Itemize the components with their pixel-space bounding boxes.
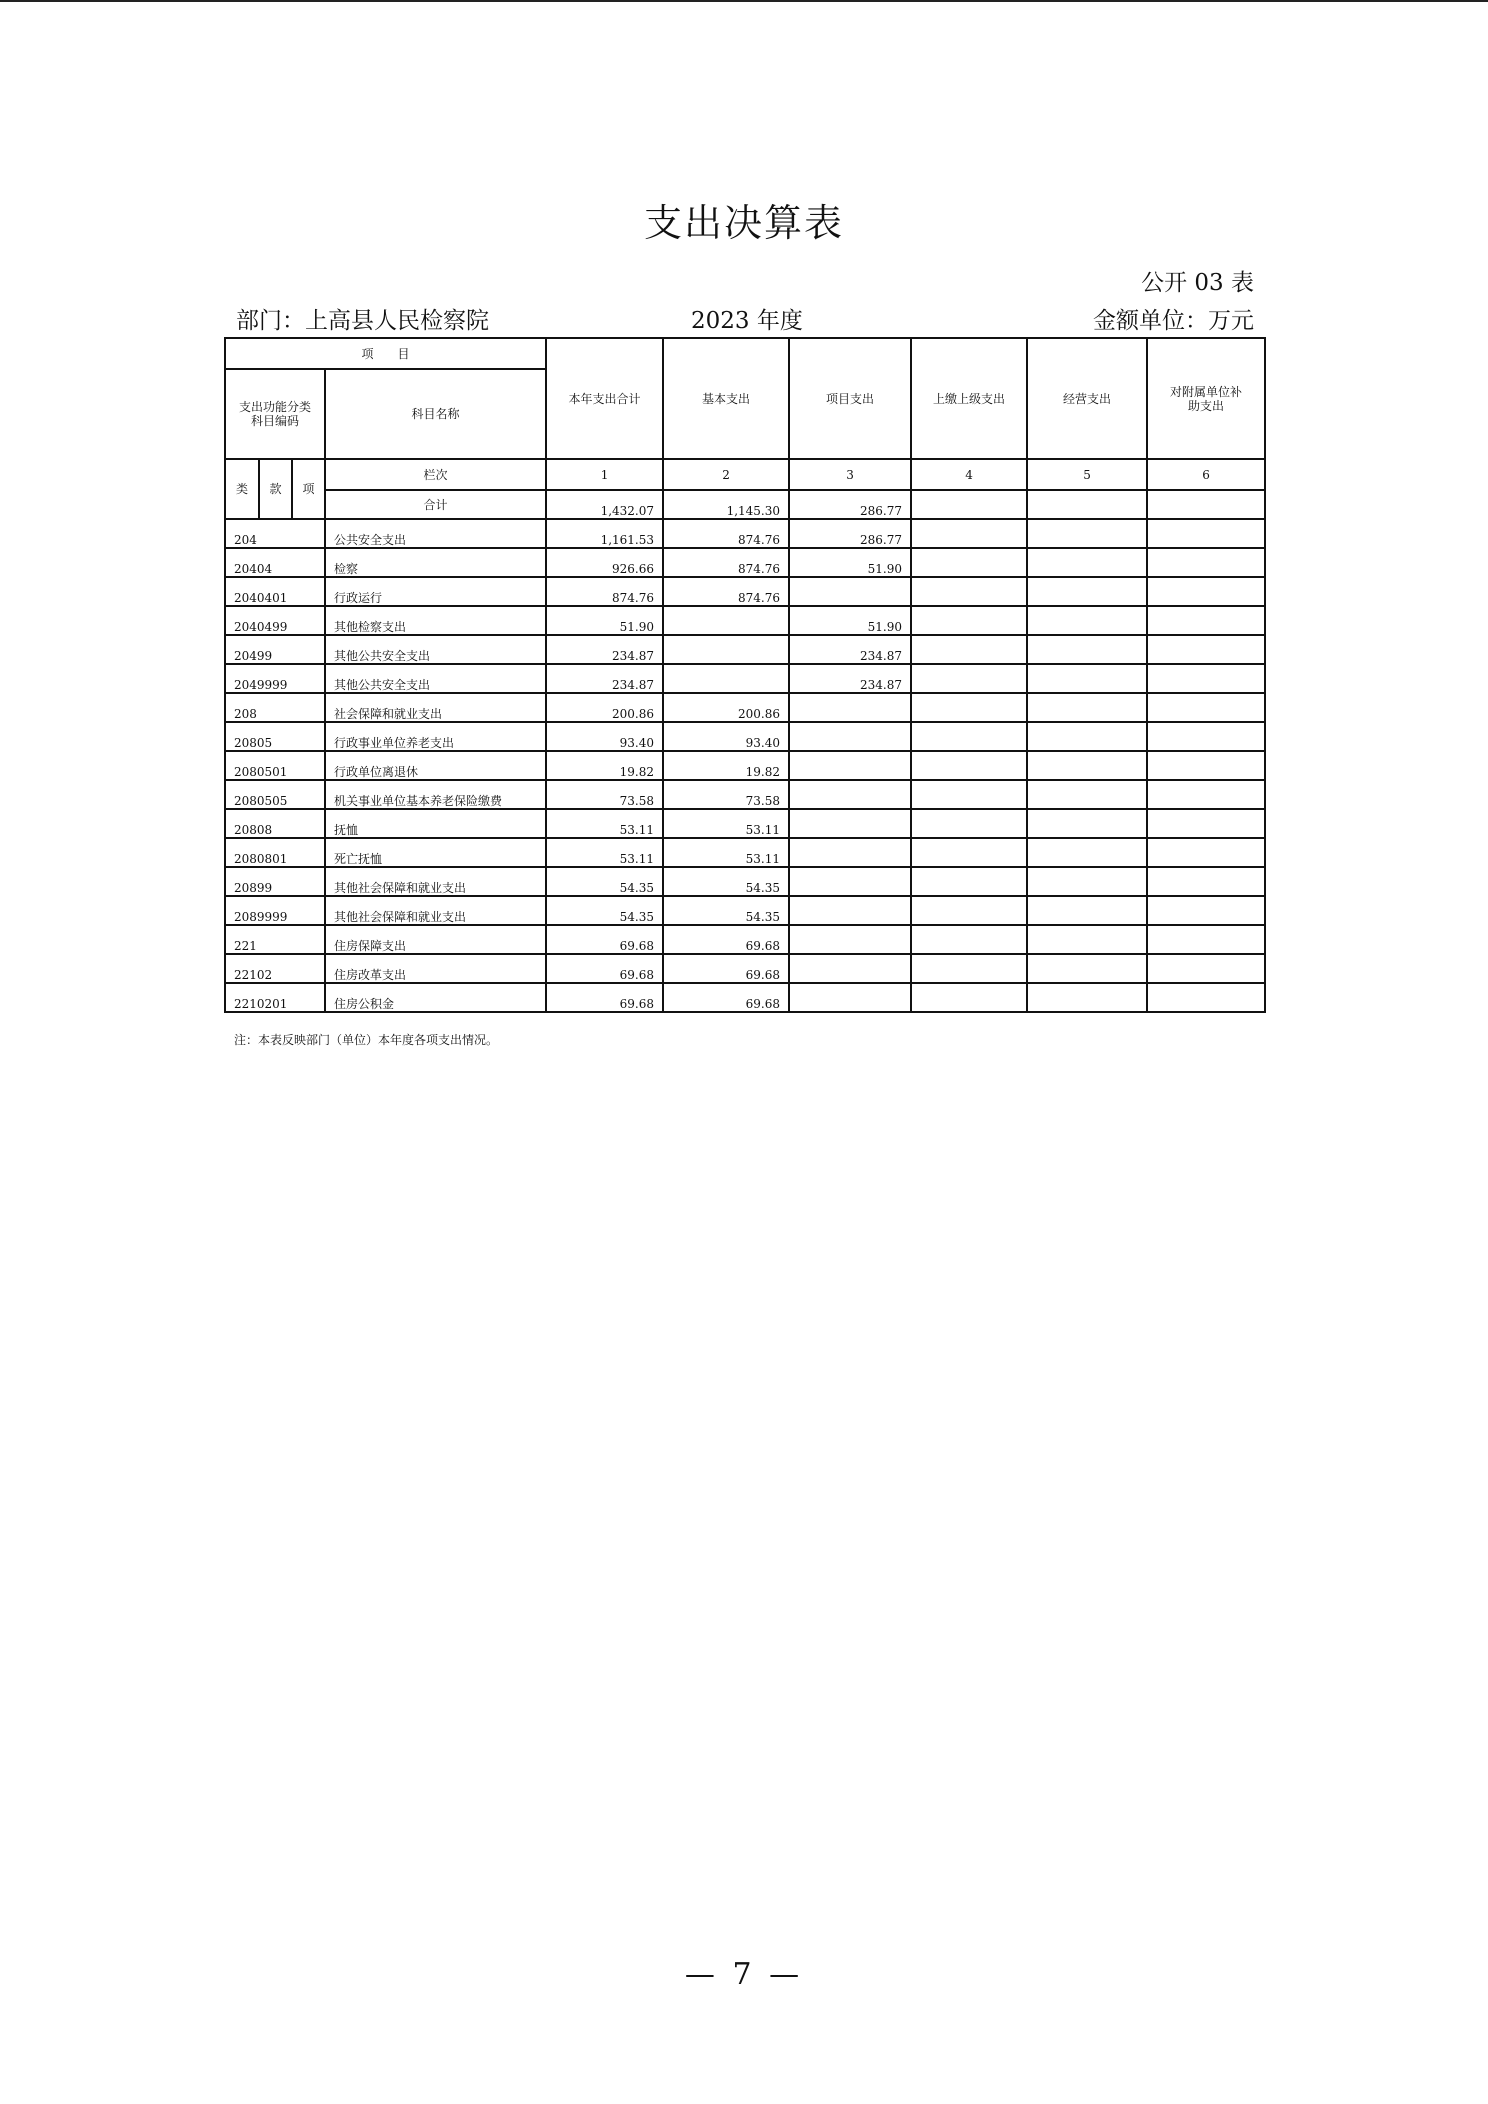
row-operating <box>1027 577 1147 606</box>
row-remit <box>911 867 1027 896</box>
row-subject-name: 其他社会保障和就业支出 <box>325 867 546 896</box>
total-operating <box>1027 490 1147 519</box>
table-row <box>225 983 1265 1012</box>
row-project: 234.87 <box>789 664 911 693</box>
table-note: 注：本表反映部门（单位）本年度各项支出情况。 <box>234 1033 499 1047</box>
table-row <box>225 548 1265 577</box>
row-project <box>789 925 911 954</box>
row-subsidy <box>1147 809 1265 838</box>
subject-name-header: 科目名称 <box>325 369 546 459</box>
func-code-header <box>225 369 325 459</box>
table-row <box>225 925 1265 954</box>
row-operating <box>1027 548 1147 577</box>
row-total: 53.11 <box>546 838 663 867</box>
row-operating <box>1027 693 1147 722</box>
row-operating <box>1027 519 1147 548</box>
table-row <box>225 635 1265 664</box>
row-basic: 54.35 <box>663 896 789 925</box>
row-project <box>789 983 911 1012</box>
table-row <box>225 954 1265 983</box>
table-row <box>225 867 1265 896</box>
row-code: 2089999 <box>225 896 325 925</box>
row-remit <box>911 606 1027 635</box>
row-operating <box>1027 606 1147 635</box>
row-remit <box>911 722 1027 751</box>
row-total: 93.40 <box>546 722 663 751</box>
row-code: 20404 <box>225 548 325 577</box>
row-total: 51.90 <box>546 606 663 635</box>
row-basic: 54.35 <box>663 867 789 896</box>
row-basic: 93.40 <box>663 722 789 751</box>
row-total: 234.87 <box>546 635 663 664</box>
row-subsidy <box>1147 896 1265 925</box>
row-basic: 69.68 <box>663 983 789 1012</box>
row-total: 19.82 <box>546 751 663 780</box>
row-basic: 874.76 <box>663 519 789 548</box>
row-remit <box>911 635 1027 664</box>
row-subsidy <box>1147 606 1265 635</box>
row-subject-name: 住房改革支出 <box>325 954 546 983</box>
row-operating <box>1027 896 1147 925</box>
department-label: 部门：上高县人民检察院 <box>236 308 489 334</box>
row-operating <box>1027 867 1147 896</box>
func-code-line2: 科目编码 <box>250 414 299 428</box>
row-subject-name: 行政运行 <box>325 577 546 606</box>
row-basic: 69.68 <box>663 954 789 983</box>
row-operating <box>1027 809 1147 838</box>
row-subject-name: 行政单位离退休 <box>325 751 546 780</box>
row-basic: 69.68 <box>663 925 789 954</box>
table-row <box>225 780 1265 809</box>
row-subject-name: 其他检察支出 <box>325 606 546 635</box>
row-basic: 200.86 <box>663 693 789 722</box>
row-total: 234.87 <box>546 664 663 693</box>
row-code: 2210201 <box>225 983 325 1012</box>
table-row <box>225 751 1265 780</box>
lei-header: 类 <box>225 459 259 519</box>
kuan-header: 款 <box>259 459 292 519</box>
row-subject-name: 机关事业单位基本养老保险缴费 <box>325 780 546 809</box>
row-total: 69.68 <box>546 983 663 1012</box>
total-row <box>225 490 1265 519</box>
page-title: 支出决算表 <box>643 201 844 245</box>
row-subject-name: 住房公积金 <box>325 983 546 1012</box>
row-operating <box>1027 838 1147 867</box>
row-code: 20899 <box>225 867 325 896</box>
row-subject-name: 公共安全支出 <box>325 519 546 548</box>
row-remit <box>911 809 1027 838</box>
row-subject-name: 其他公共安全支出 <box>325 635 546 664</box>
row-code: 2040499 <box>225 606 325 635</box>
row-subsidy <box>1147 751 1265 780</box>
table-row <box>225 519 1265 548</box>
row-project <box>789 780 911 809</box>
row-remit <box>911 838 1027 867</box>
row-subject-name: 检察 <box>325 548 546 577</box>
row-subject-name: 行政事业单位养老支出 <box>325 722 546 751</box>
row-project <box>789 751 911 780</box>
row-code: 2080801 <box>225 838 325 867</box>
row-code: 208 <box>225 693 325 722</box>
col-number: 6 <box>1147 459 1265 490</box>
row-total: 54.35 <box>546 867 663 896</box>
row-project <box>789 577 911 606</box>
col-header-basic: 基本支出 <box>663 338 789 459</box>
row-operating <box>1027 780 1147 809</box>
row-code: 221 <box>225 925 325 954</box>
row-remit <box>911 780 1027 809</box>
row-subsidy <box>1147 635 1265 664</box>
row-operating <box>1027 983 1147 1012</box>
row-code: 20499 <box>225 635 325 664</box>
row-code: 2080505 <box>225 780 325 809</box>
row-basic: 53.11 <box>663 809 789 838</box>
row-operating <box>1027 722 1147 751</box>
row-subsidy <box>1147 954 1265 983</box>
row-total: 69.68 <box>546 954 663 983</box>
page-number: — 7 — <box>684 1957 804 1992</box>
row-project <box>789 693 911 722</box>
row-remit <box>911 896 1027 925</box>
col-header-subsidy-line1: 对附属单位补 <box>1170 384 1243 399</box>
row-remit <box>911 983 1027 1012</box>
row-code: 22102 <box>225 954 325 983</box>
form-number: 公开 03 表 <box>1141 270 1254 296</box>
row-code: 2080501 <box>225 751 325 780</box>
row-project: 286.77 <box>789 519 911 548</box>
row-project <box>789 838 911 867</box>
row-basic: 874.76 <box>663 577 789 606</box>
row-total: 200.86 <box>546 693 663 722</box>
table-row <box>225 722 1265 751</box>
row-subsidy <box>1147 867 1265 896</box>
row-basic <box>663 664 789 693</box>
row-operating <box>1027 954 1147 983</box>
header-row-1 <box>225 338 1265 369</box>
row-total: 874.76 <box>546 577 663 606</box>
row-basic <box>663 606 789 635</box>
table-row <box>225 896 1265 925</box>
row-subject-name: 其他公共安全支出 <box>325 664 546 693</box>
row-subsidy <box>1147 722 1265 751</box>
row-operating <box>1027 925 1147 954</box>
row-project: 51.90 <box>789 606 911 635</box>
table-row <box>225 664 1265 693</box>
table-row <box>225 606 1265 635</box>
lanci-label: 栏次 <box>325 459 546 490</box>
row-basic: 874.76 <box>663 548 789 577</box>
col-number: 4 <box>911 459 1027 490</box>
row-basic: 73.58 <box>663 780 789 809</box>
row-remit <box>911 925 1027 954</box>
header-row-3 <box>225 459 1265 490</box>
row-total: 73.58 <box>546 780 663 809</box>
row-basic <box>663 635 789 664</box>
project-header: 项 目 <box>225 338 546 369</box>
row-subject-name: 其他社会保障和就业支出 <box>325 896 546 925</box>
total-project: 286.77 <box>789 490 911 519</box>
xiang-header: 项 <box>292 459 325 519</box>
row-total: 926.66 <box>546 548 663 577</box>
row-remit <box>911 954 1027 983</box>
col-header-remit: 上缴上级支出 <box>911 338 1027 459</box>
col-number: 3 <box>789 459 911 490</box>
row-code: 204 <box>225 519 325 548</box>
row-subsidy <box>1147 693 1265 722</box>
row-code: 2049999 <box>225 664 325 693</box>
row-total: 1,161.53 <box>546 519 663 548</box>
row-basic: 53.11 <box>663 838 789 867</box>
table-row <box>225 809 1265 838</box>
row-project <box>789 722 911 751</box>
row-code: 2040401 <box>225 577 325 606</box>
row-project <box>789 809 911 838</box>
table-row <box>225 693 1265 722</box>
col-header-project: 项目支出 <box>789 338 911 459</box>
row-remit <box>911 548 1027 577</box>
row-code: 20808 <box>225 809 325 838</box>
row-operating <box>1027 664 1147 693</box>
col-header-total: 本年支出合计 <box>546 338 663 459</box>
row-project <box>789 954 911 983</box>
row-operating <box>1027 635 1147 664</box>
row-project: 234.87 <box>789 635 911 664</box>
row-subsidy <box>1147 838 1265 867</box>
table-row <box>225 838 1265 867</box>
row-subsidy <box>1147 577 1265 606</box>
total-remit <box>911 490 1027 519</box>
row-subsidy <box>1147 780 1265 809</box>
col-header-subsidy-line2: 助支出 <box>1188 398 1225 413</box>
total-basic: 1,145.30 <box>663 490 789 519</box>
col-header-operating: 经营支出 <box>1027 338 1147 459</box>
col-header-subsidy <box>1147 338 1265 459</box>
row-total: 54.35 <box>546 896 663 925</box>
expenditure-table <box>224 337 1266 1013</box>
row-remit <box>911 693 1027 722</box>
row-total: 69.68 <box>546 925 663 954</box>
row-remit <box>911 577 1027 606</box>
row-remit <box>911 664 1027 693</box>
row-subject-name: 抚恤 <box>325 809 546 838</box>
col-number: 1 <box>546 459 663 490</box>
row-subsidy <box>1147 925 1265 954</box>
row-subsidy <box>1147 519 1265 548</box>
page-top-border <box>0 0 1488 2</box>
report-meta <box>236 302 1254 334</box>
row-remit <box>911 519 1027 548</box>
table-row <box>225 577 1265 606</box>
total-label: 合计 <box>325 490 546 519</box>
total-amount: 1,432.07 <box>546 490 663 519</box>
row-project: 51.90 <box>789 548 911 577</box>
row-subsidy <box>1147 664 1265 693</box>
row-project <box>789 896 911 925</box>
col-number: 2 <box>663 459 789 490</box>
row-operating <box>1027 751 1147 780</box>
func-code-line1: 支出功能分类 <box>238 400 311 414</box>
row-basic: 19.82 <box>663 751 789 780</box>
total-subsidy <box>1147 490 1265 519</box>
row-remit <box>911 751 1027 780</box>
row-subsidy <box>1147 548 1265 577</box>
row-total: 53.11 <box>546 809 663 838</box>
amount-unit: 金额单位：万元 <box>1093 308 1254 334</box>
row-subject-name: 社会保障和就业支出 <box>325 693 546 722</box>
row-subject-name: 死亡抚恤 <box>325 838 546 867</box>
fiscal-year: 2023 年度 <box>691 308 803 334</box>
col-number: 5 <box>1027 459 1147 490</box>
row-project <box>789 867 911 896</box>
row-code: 20805 <box>225 722 325 751</box>
row-subsidy <box>1147 983 1265 1012</box>
row-subject-name: 住房保障支出 <box>325 925 546 954</box>
